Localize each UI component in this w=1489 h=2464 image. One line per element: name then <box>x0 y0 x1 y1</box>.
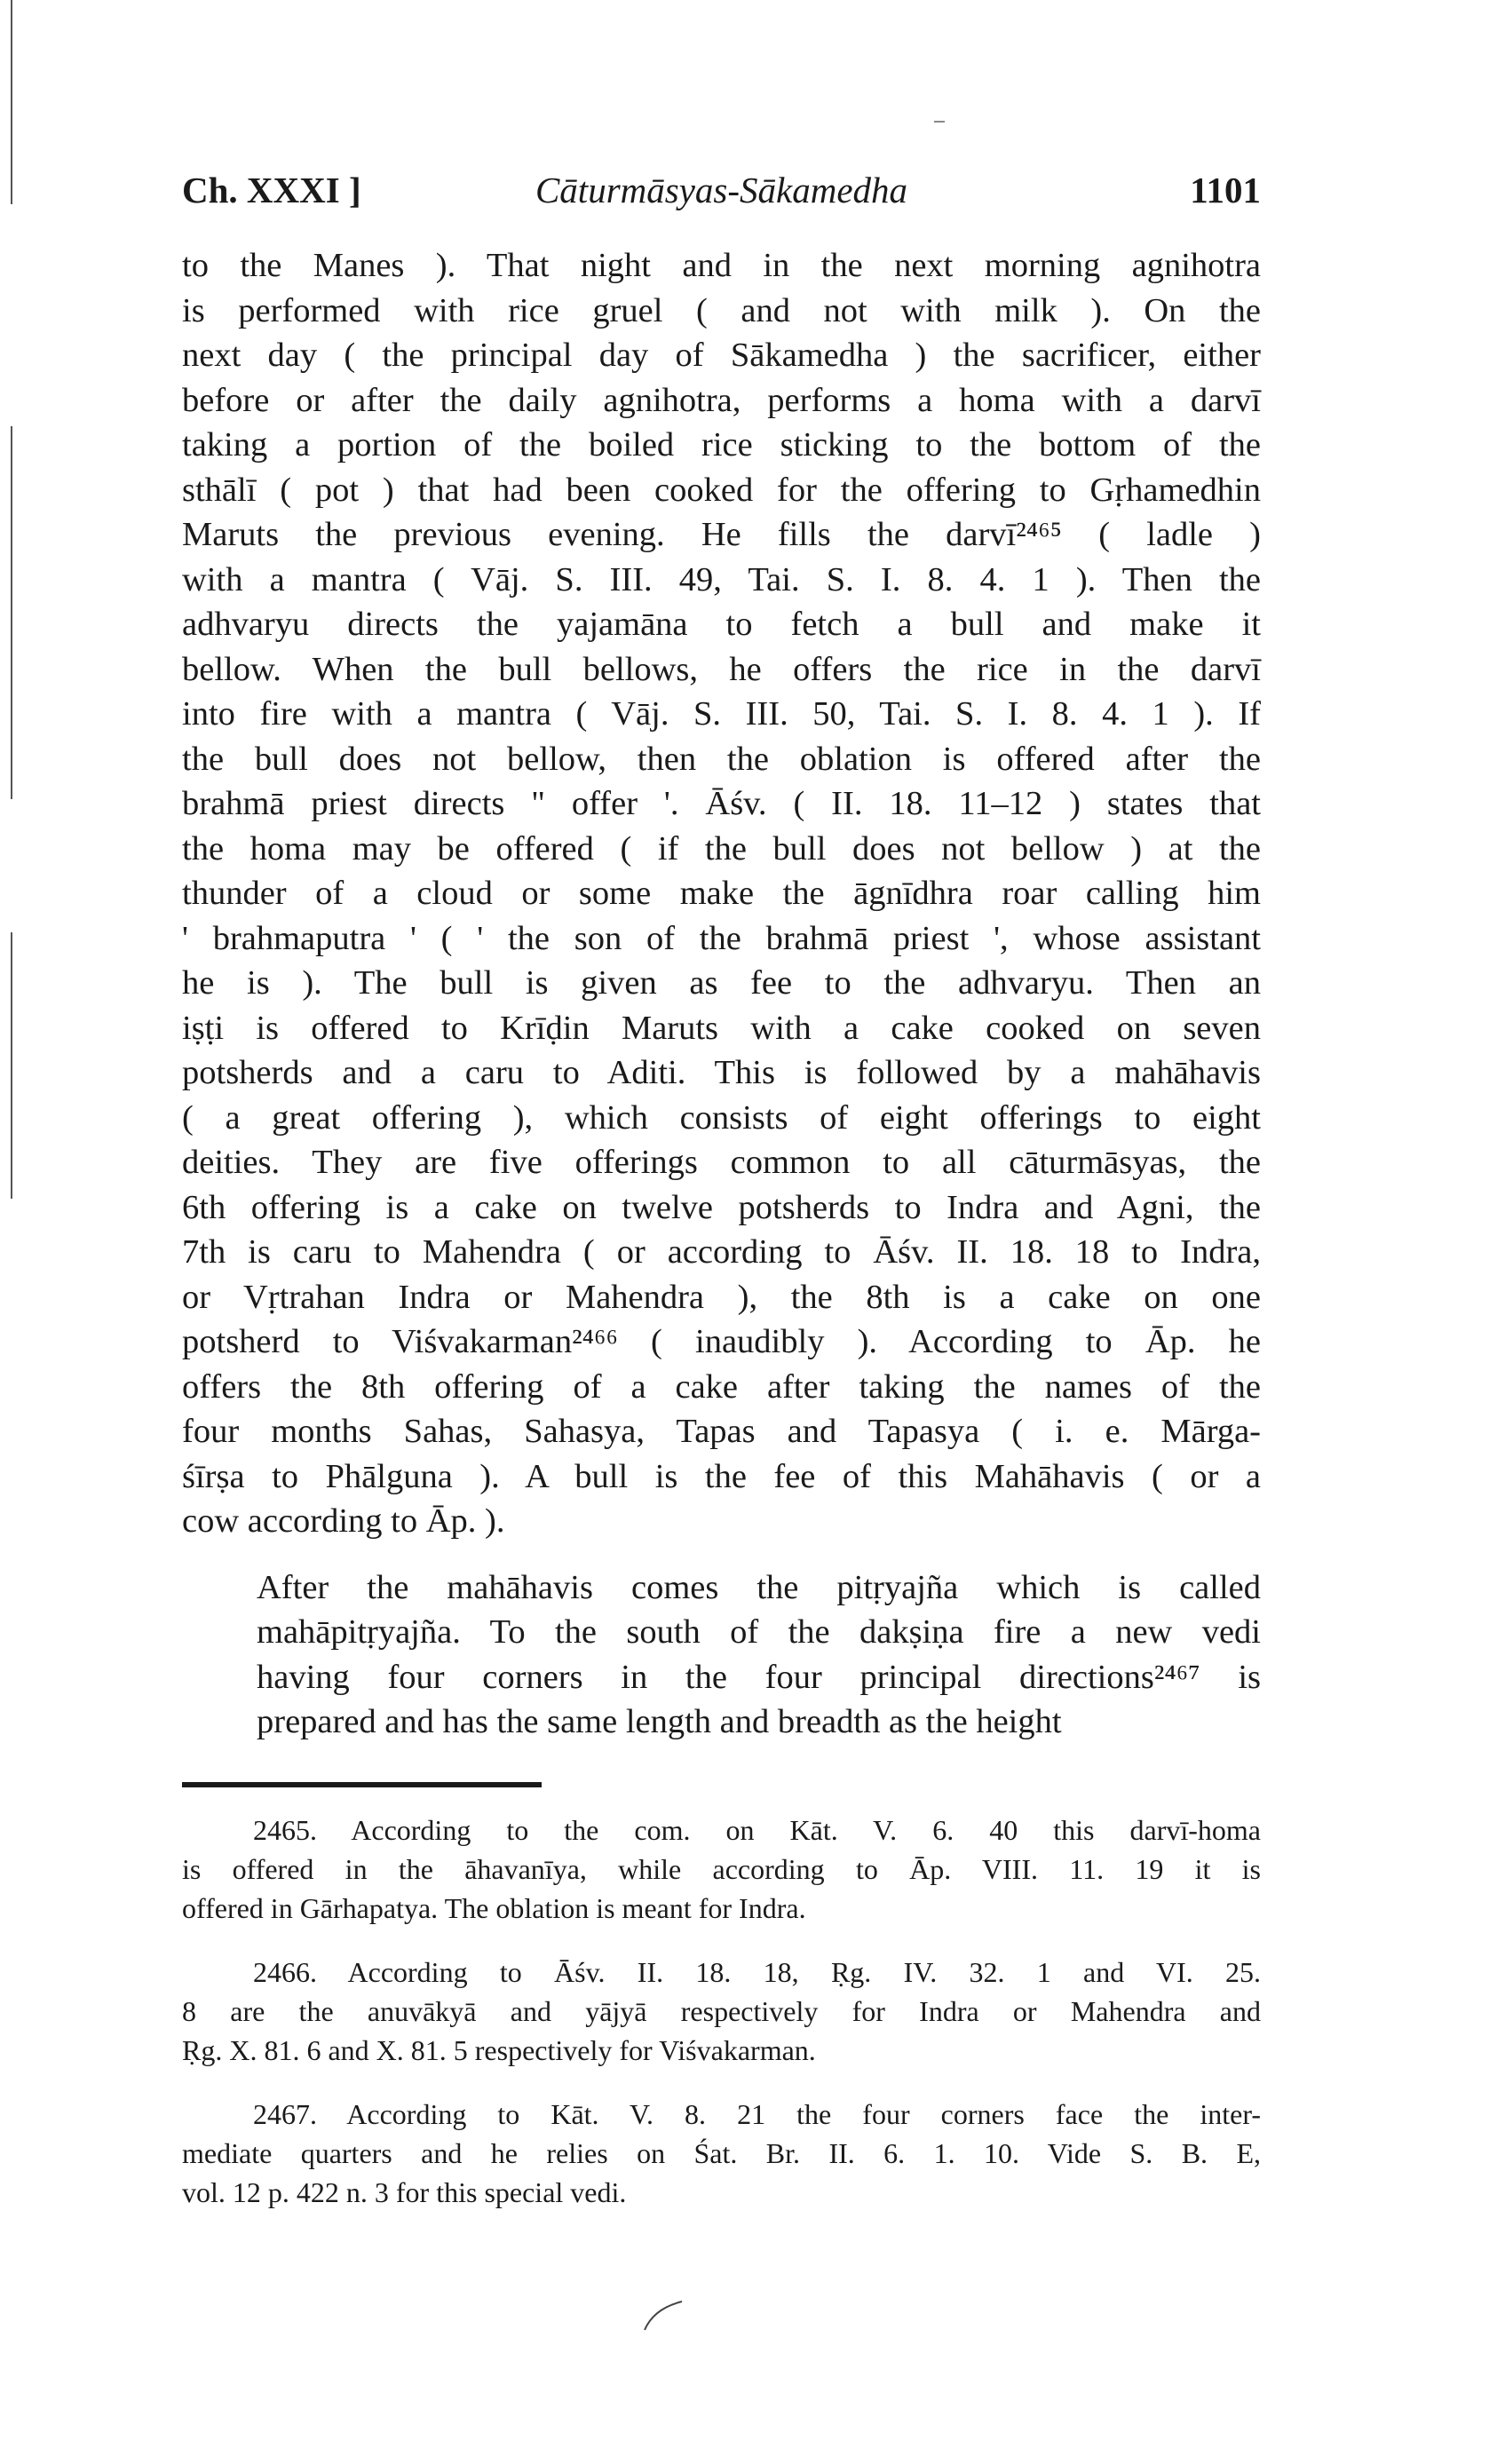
scan-edge-line <box>11 932 12 1199</box>
scan-edge-line <box>11 0 12 204</box>
text-line: deities. They are five offerings common to all cāturmāsyas, the <box>182 1144 1261 1181</box>
text-line: into fire with a mantra ( Vāj. S. III. 50, Tai. S. I. 8. 4. 1 ). If <box>182 695 1261 733</box>
book-page <box>182 169 1261 2212</box>
text-line: having four corners in the four principal directions²⁴⁶⁷ is <box>257 1658 1261 1696</box>
text-line: the bull does not bellow, then the oblation is offered after the <box>182 740 1261 778</box>
text-line: ' brahmaputra ' ( ' the son of the brahmā priest ', whose assistant <box>182 919 1261 957</box>
paragraph <box>182 243 1261 1544</box>
footnote-2467 <box>182 2095 1261 2212</box>
text-line: next day ( the principal day of Sākamedha ) the sacrificer, either <box>182 337 1261 374</box>
pen-stroke-mark <box>641 2298 685 2333</box>
text-line: potsherds and a caru to Aditi. This is followed by a mahāhavis <box>182 1054 1261 1091</box>
scan-mark <box>934 121 945 123</box>
text-line: offers the 8th offering of a cake after taking the names of the <box>182 1367 1261 1406</box>
footnote-line: mediate quarters and he relies on Śat. Br. II. 6. 1. 10. Vide S. B. E, <box>182 2136 1261 2169</box>
running-head <box>182 169 1261 222</box>
text-line: he is ). The bull is given as fee to the adhvaryu. Then an <box>182 964 1261 1002</box>
text-line: mahāpitṛyajña. To the south of the dakṣiṇa fire a new vedi <box>257 1613 1261 1651</box>
text-line: cow according to Āp. ). <box>182 1502 505 1540</box>
footnote-divider <box>182 1782 542 1787</box>
text-line: Maruts the previous evening. He fills the darvī²⁴⁶⁵ ( ladle ) <box>182 516 1261 553</box>
running-title: Cāturmāsyas-Sākamedha <box>535 170 908 210</box>
footnotes <box>182 1810 1261 2212</box>
text-line: with a mantra ( Vāj. S. III. 49, Tai. S. I. 8. 4. 1 ). Then the <box>182 560 1261 598</box>
text-line: sthālī ( pot ) that had been cooked for the offering to Gṛhamedhin <box>182 471 1261 509</box>
text-line: adhvaryu directs the yajamāna to fetch a bull and make it <box>182 606 1261 643</box>
body-text <box>182 243 1261 1745</box>
text-line: taking a portion of the boiled rice sticking to the bottom of the <box>182 426 1261 463</box>
text-line: before or after the daily agnihotra, performs a homa with a darvī <box>182 381 1261 419</box>
text-line: bellow. When the bull bellows, he offers the rice in the darvī <box>182 650 1261 688</box>
text-line: 7th is caru to Mahendra ( or according to Āśv. II. 18. 18 to Indra, <box>182 1233 1261 1271</box>
text-line: After the mahāhavis comes the pitṛyajña which is called <box>257 1568 1261 1606</box>
page-number: 1101 <box>1190 170 1261 210</box>
footnote-line: is offered in the āhavanīya, while according to Āp. VIII. 11. 19 it is <box>182 1852 1261 1885</box>
text-line: 6th offering is a cake on twelve potsherds to Indra and Agni, the <box>182 1188 1261 1226</box>
footnote-2466 <box>182 1953 1261 2070</box>
text-line: śīrṣa to Phālguna ). A bull is the fee of this Mahāhavis ( or a <box>182 1457 1261 1495</box>
text-line: ( a great offering ), which consists of eight offerings to eight <box>182 1098 1261 1137</box>
footnote-line: offered in Gārhapatya. The oblation is meant for Indra. <box>182 1891 806 1924</box>
footnote-line: vol. 12 p. 422 n. 3 for this special vedi. <box>182 2175 627 2208</box>
chapter-label: Ch. XXXI ] <box>182 170 361 210</box>
text-line: the homa may be offered ( if the bull does not bellow ) at the <box>182 829 1261 868</box>
paragraph <box>182 1565 1261 1745</box>
text-line: potsherd to Viśvakarman²⁴⁶⁶ ( inaudibly ). According to Āp. he <box>182 1323 1261 1360</box>
text-line: is performed with rice gruel ( and not with milk ). On the <box>182 291 1261 329</box>
scan-edge-line <box>11 426 12 799</box>
text-line: four months Sahas, Sahasya, Tapas and Tapasya ( i. e. Mārga- <box>182 1413 1261 1450</box>
text-line: brahmā priest directs " offer '. Āśv. ( II. 18. 11–12 ) states that <box>182 785 1261 822</box>
footnote-line: Ṛg. X. 81. 6 and X. 81. 5 respectively for Viśvakarman. <box>182 2033 816 2066</box>
footnote-line: 2467. According to Kāt. V. 8. 21 the four corners face the inter- <box>253 2097 1261 2130</box>
text-line: thunder of a cloud or some make the āgnīdhra roar calling him <box>182 875 1261 912</box>
footnote-line: 8 are the anuvākyā and yājyā respectively for Indra or Mahendra and <box>182 1994 1261 2027</box>
text-line: prepared and has the same length and breadth as the height <box>257 1703 1062 1740</box>
text-line: to the Manes ). That night and in the next morning agnihotra <box>182 247 1261 284</box>
footnote-line: 2466. According to Āśv. II. 18. 18, Ṛg. IV. 32. 1 and VI. 25. <box>253 1955 1261 1988</box>
text-line: or Vṛtrahan Indra or Mahendra ), the 8th is a cake on one <box>182 1278 1261 1316</box>
footnote-2465 <box>182 1810 1261 1928</box>
footnote-line: 2465. According to the com. on Kāt. V. 6. 40 this darvī-homa <box>253 1813 1261 1846</box>
text-line: iṣṭi is offered to Krīḍin Maruts with a cake cooked on seven <box>182 1009 1261 1047</box>
